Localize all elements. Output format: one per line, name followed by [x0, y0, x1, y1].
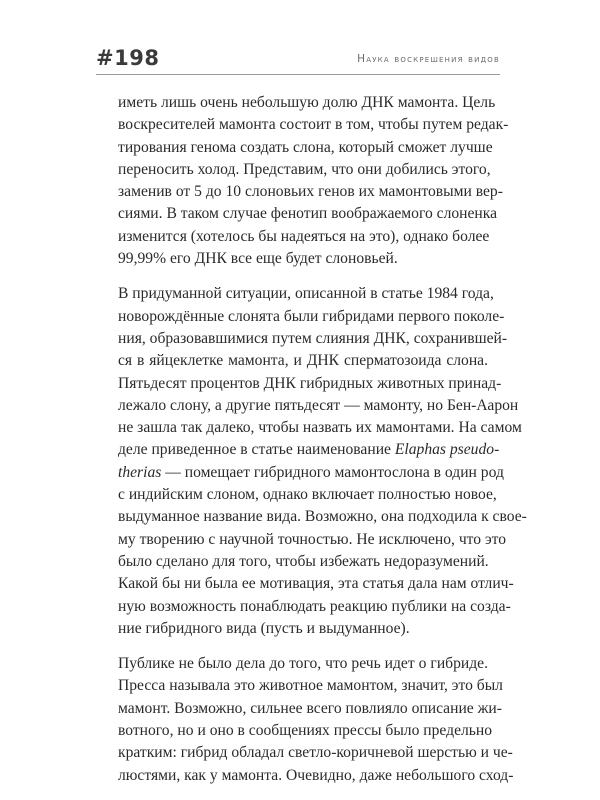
text-line-with-italic	[118, 462, 504, 484]
text-line: лежало слону, а другие пятьдесят — мамонту, но Бен-Аарон	[118, 396, 519, 414]
text-line: Публике не было дела до того, что речь идет о гибриде.	[118, 655, 488, 673]
page-number: #198	[96, 46, 160, 70]
text-line: мамонт. Возможно, сильнее всего повлияло описание жи-	[118, 699, 502, 717]
paragraph	[118, 92, 509, 270]
text-line: выдуманное название вида. Возможно, она подходила к свое-	[118, 508, 527, 526]
paragraph	[118, 653, 514, 787]
text-line: 99,99% его ДНК все еще будет слоновьей.	[118, 250, 398, 268]
text-line: с индийским слоном, однако включает полностью новое,	[118, 486, 497, 504]
text-line: вотного, но и оно в сообщениях прессы было предельно	[118, 722, 493, 740]
text-line: воскресителей мамонта состоит в том, чтобы путем редак-	[118, 116, 509, 134]
text-line: Какой бы ни была ее мотивация, эта статья дала нам отлич-	[118, 575, 514, 593]
text-line: ную возможность понаблюдать реакцию публики на созда-	[118, 597, 511, 615]
text-line: переносить холод. Представим, что они добились этого,	[118, 160, 491, 178]
text-line: Пресса называла это животное мамонтом, значит, это был	[118, 677, 503, 695]
text-run: деле приведенное в статье наименование	[118, 441, 395, 459]
text-line: изменится (хотелось бы надеяться на это), однако более	[118, 227, 490, 245]
paragraph	[118, 283, 527, 640]
text-line: Пятьдесят процентов ДНК гибридных животных принад-	[118, 374, 502, 392]
text-line: ся в яйцеклетке мамонта, и ДНК сперматозоида слона.	[118, 352, 488, 370]
text-line: му творению с научной точностью. Не исключено, что это	[118, 530, 507, 548]
text-line: ния, образовавшимися путем слияния ДНК, сохранившей-	[118, 329, 508, 347]
text-line: сиями. В таком случае фенотип воображаемого слоненка	[118, 205, 498, 223]
text-line: ние гибридного вида (пусть и выдуманное).	[118, 619, 410, 637]
text-run: — помещает гибридного мамонтослона в один род	[161, 463, 504, 481]
text-line: В придуманной ситуации, описанной в статье 1984 года,	[118, 285, 494, 303]
species-name-italic: Elaphas pseudo-	[394, 441, 500, 459]
running-title: Наука воскрешения видов	[357, 53, 500, 65]
text-line: не зашла так далеко, чтобы назвать их мамонтами. На самом	[118, 419, 522, 437]
text-line: было сделано для того, чтобы избежать недоразумений.	[118, 552, 489, 570]
text-line: люстями, как у мамонта. Очевидно, даже небольшого сход-	[118, 766, 514, 784]
text-line: новорождённые слонята были гибридами первого поколе-	[118, 307, 505, 325]
species-name-italic: therias	[118, 463, 162, 481]
text-line-with-italic	[118, 439, 500, 461]
text-line: заменив от 5 до 10 слоновьих генов их мамонтовыми вер-	[118, 183, 503, 201]
body-text	[118, 92, 527, 800]
text-line: кратким: гибрид обладал светло-коричневой шерстью и че-	[118, 744, 513, 762]
text-line: тирования генома создать слона, который сможет лучше	[118, 138, 493, 156]
text-line: иметь лишь очень небольшую долю ДНК мамонта. Цель	[118, 94, 496, 111]
page-header	[96, 46, 500, 76]
header-rule	[96, 74, 500, 75]
